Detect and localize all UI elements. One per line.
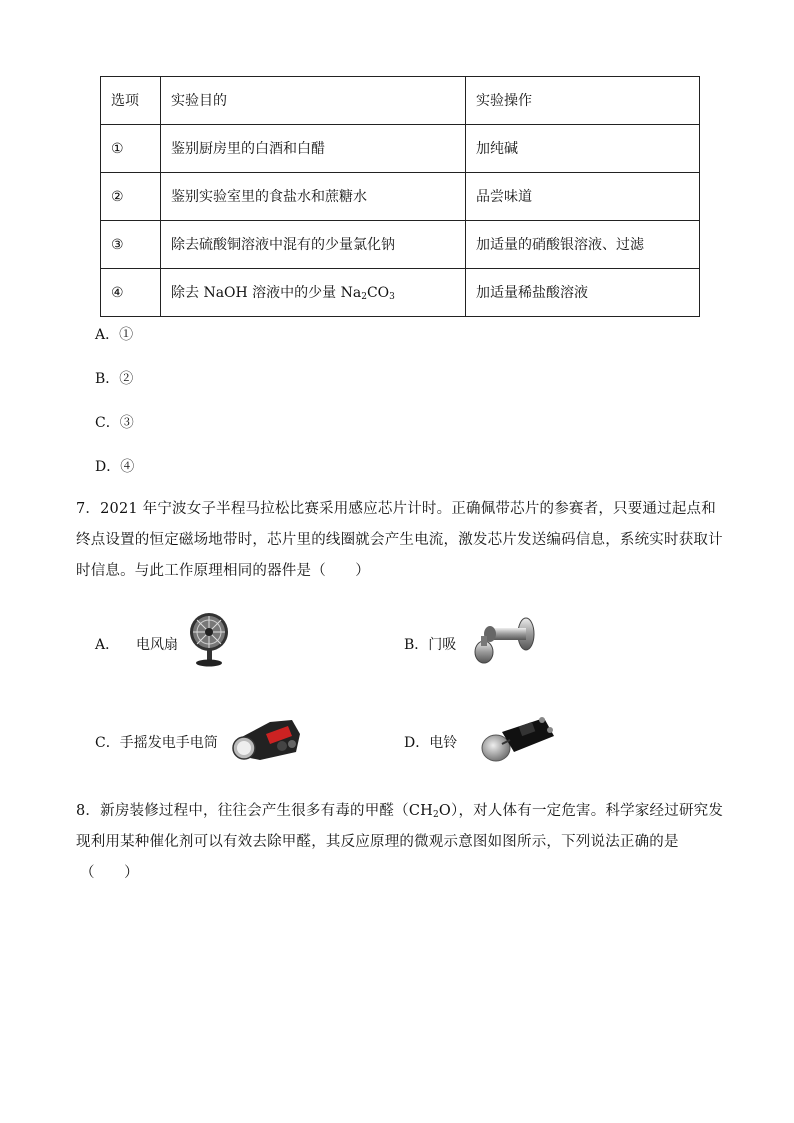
door-stop-icon [472, 614, 536, 666]
q6-option-b[interactable]: B．② [95, 371, 134, 387]
q6-option-d[interactable]: D．④ [95, 459, 135, 475]
row-operation: 加适量稀盐酸溶液 [466, 269, 700, 317]
row-purpose: 鉴别厨房里的白酒和白醋 [161, 125, 466, 173]
q7-stem: 7．2021 年宁波女子半程马拉松比赛采用感应芯片计时。正确佩带芯片的参赛者，只要通过起点和终点设置的恒定磁场地带时，芯片里的线圈就会产生电流，激发芯片发送编码信息，系统实时获取计时信息。与此工作原理相同的器件是（ ） [76, 501, 723, 579]
header-option: 选项 [101, 77, 161, 125]
subscript: 2 [361, 291, 367, 302]
row-number: ② [101, 173, 161, 221]
q6-option-a[interactable]: A．① [95, 327, 134, 343]
q8-text: O），对人体有一定危害。科学家经过研究发现利用某种催化剂可以有效去除甲醛，其反应原理的微观示意图如图所示，下列说法正确的是 [76, 803, 724, 850]
row-purpose: 鉴别实验室里的食盐水和蔗糖水 [161, 173, 466, 221]
purpose-text: CO [366, 284, 390, 301]
q7-option-c-label[interactable]: C．手摇发电手电筒 [95, 735, 218, 751]
electric-bell-icon [480, 710, 560, 766]
table-row [101, 173, 700, 221]
q7-option-d-label[interactable]: D．电铃 [404, 735, 458, 751]
purpose-text: 除去 NaOH 溶液中的少量 Na [171, 284, 362, 301]
q8-text: 8．新房装修过程中，往往会产生很多有毒的甲醛（CH [76, 803, 433, 819]
row-operation: 加适量的硝酸银溶液、过滤 [466, 221, 700, 269]
q7-option-a-letter[interactable]: A． [95, 637, 120, 653]
electric-fan-icon [185, 610, 235, 668]
experiment-table [100, 76, 700, 317]
row-purpose: 除去硫酸铜溶液中混有的少量氯化钠 [161, 221, 466, 269]
q6-option-c[interactable]: C．③ [95, 415, 134, 431]
q7-option-b-label[interactable]: B．门吸 [404, 637, 457, 653]
row-operation: 品尝味道 [466, 173, 700, 221]
header-operation: 实验操作 [466, 77, 700, 125]
table-header-row [101, 77, 700, 125]
header-purpose: 实验目的 [161, 77, 466, 125]
row-number: ③ [101, 221, 161, 269]
table-row [101, 125, 700, 173]
table-row [101, 221, 700, 269]
q8-stem [76, 796, 724, 858]
row-operation: 加纯碱 [466, 125, 700, 173]
q8-answer-paren: （ ） [80, 865, 139, 881]
subscript: 3 [389, 291, 395, 302]
subscript: 2 [432, 810, 439, 820]
row-number: ④ [101, 269, 161, 317]
q7-option-a-label[interactable]: 电风扇 [136, 637, 178, 653]
hand-crank-flashlight-icon [230, 712, 304, 764]
table-row [101, 269, 700, 317]
row-number: ① [101, 125, 161, 173]
row-purpose [161, 269, 466, 317]
